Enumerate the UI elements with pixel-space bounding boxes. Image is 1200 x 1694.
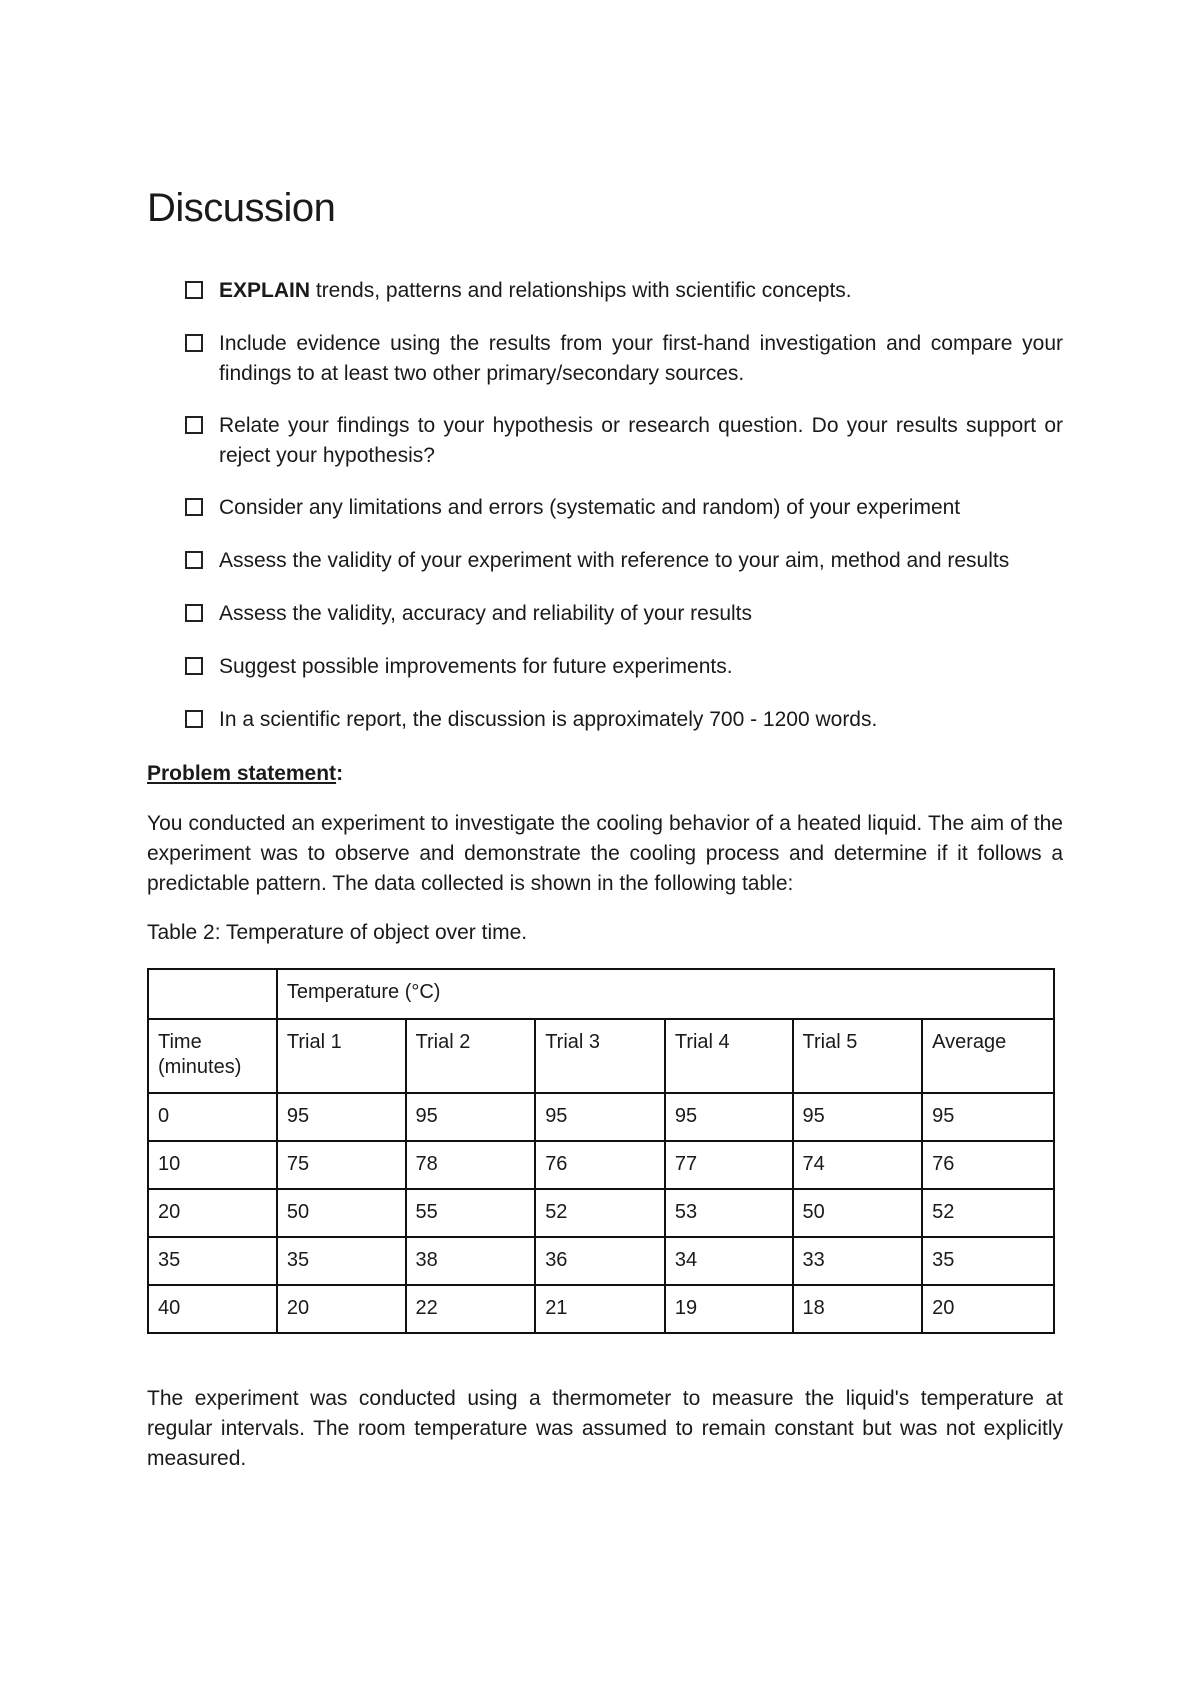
table-row bbox=[148, 1093, 1054, 1141]
table-cell: 22 bbox=[406, 1285, 536, 1333]
table-cell: 35 bbox=[922, 1237, 1054, 1285]
table-cell: 95 bbox=[535, 1093, 665, 1141]
table-row bbox=[148, 1285, 1054, 1333]
checklist-item bbox=[185, 276, 1063, 306]
table-row bbox=[148, 1237, 1054, 1285]
checkbox-icon[interactable] bbox=[185, 334, 203, 352]
discussion-checklist bbox=[185, 276, 1063, 758]
table-corner-cell bbox=[148, 969, 277, 1019]
table-cell: 95 bbox=[665, 1093, 793, 1141]
checkbox-icon[interactable] bbox=[185, 551, 203, 569]
checkbox-icon[interactable] bbox=[185, 657, 203, 675]
checklist-item-text: Assess the validity of your experiment with reference to your aim, method and results bbox=[219, 549, 1010, 572]
table-caption: Table 2: Temperature of object over time. bbox=[147, 921, 528, 944]
temperature-group-header: Temperature (°C) bbox=[277, 969, 1054, 1019]
table-cell: 75 bbox=[277, 1141, 406, 1189]
table-cell: 36 bbox=[535, 1237, 665, 1285]
problem-statement-heading bbox=[147, 762, 343, 786]
table-cell: 0 bbox=[148, 1093, 277, 1141]
checklist-item bbox=[185, 652, 1063, 682]
checklist-item-bold: EXPLAIN bbox=[219, 279, 311, 302]
table-cell: 95 bbox=[277, 1093, 406, 1141]
table-cell: 33 bbox=[793, 1237, 923, 1285]
temperature-table bbox=[147, 968, 1055, 1334]
table-cell: 50 bbox=[793, 1189, 923, 1237]
table-cell: 20 bbox=[277, 1285, 406, 1333]
table-cell: 76 bbox=[922, 1141, 1054, 1189]
column-header-trial-4: Trial 4 bbox=[665, 1019, 793, 1093]
table-cell: 53 bbox=[665, 1189, 793, 1237]
table-cell: 76 bbox=[535, 1141, 665, 1189]
column-header-trial-5: Trial 5 bbox=[793, 1019, 923, 1093]
checklist-item bbox=[185, 599, 1063, 629]
table-cell: 52 bbox=[535, 1189, 665, 1237]
section-heading: Discussion bbox=[147, 186, 336, 230]
checklist-item-text: Include evidence using the results from your first-hand investigation and compare your findings to at least two other primary/secondary sources. bbox=[219, 332, 1063, 385]
checklist-item-text: Relate your findings to your hypothesis or research question. Do your results support or reject your hypothesis? bbox=[219, 414, 1063, 467]
table-cell: 95 bbox=[793, 1093, 923, 1141]
table-column-header-row bbox=[148, 1019, 1054, 1093]
checklist-item-text: In a scientific report, the discussion is approximately 700 - 1200 words. bbox=[219, 708, 878, 731]
closing-paragraph: The experiment was conducted using a thermometer to measure the liquid's temperature at regular intervals. The room temperature was assumed to remain constant but was not explicitly measured. bbox=[147, 1387, 1063, 1470]
table-cell: 35 bbox=[148, 1237, 277, 1285]
checkbox-icon[interactable] bbox=[185, 710, 203, 728]
column-header-trial-2: Trial 2 bbox=[406, 1019, 536, 1093]
table-cell: 95 bbox=[922, 1093, 1054, 1141]
checklist-item bbox=[185, 411, 1063, 471]
column-header-time: Time (minutes) bbox=[148, 1019, 277, 1093]
checkbox-icon[interactable] bbox=[185, 281, 203, 299]
table-cell: 20 bbox=[148, 1189, 277, 1237]
checklist-item-text: Consider any limitations and errors (systematic and random) of your experiment bbox=[219, 496, 961, 519]
checklist-item bbox=[185, 705, 1063, 735]
checkbox-icon[interactable] bbox=[185, 416, 203, 434]
checklist-item-text: trends, patterns and relationships with scientific concepts. bbox=[310, 279, 852, 302]
table-cell: 78 bbox=[406, 1141, 536, 1189]
table-cell: 35 bbox=[277, 1237, 406, 1285]
table-cell: 10 bbox=[148, 1141, 277, 1189]
checklist-item-text: Suggest possible improvements for future experiments. bbox=[219, 655, 733, 678]
column-header-average: Average bbox=[922, 1019, 1054, 1093]
table-row bbox=[148, 1189, 1054, 1237]
column-header-trial-3: Trial 3 bbox=[535, 1019, 665, 1093]
table-cell: 21 bbox=[535, 1285, 665, 1333]
checklist-item bbox=[185, 329, 1063, 389]
table-row bbox=[148, 1141, 1054, 1189]
table-cell: 74 bbox=[793, 1141, 923, 1189]
table-cell: 95 bbox=[406, 1093, 536, 1141]
table-cell: 52 bbox=[922, 1189, 1054, 1237]
table-cell: 18 bbox=[793, 1285, 923, 1333]
table-cell: 77 bbox=[665, 1141, 793, 1189]
checklist-item bbox=[185, 546, 1063, 576]
checkbox-icon[interactable] bbox=[185, 498, 203, 516]
column-header-trial-1: Trial 1 bbox=[277, 1019, 406, 1093]
problem-statement-paragraph: You conducted an experiment to investigate the cooling behavior of a heated liquid. The aim of the experiment was to observe and demonstrate the cooling process and determine if it follows a predictable pattern. The data collected is shown in the following table: bbox=[147, 812, 1063, 895]
table-group-header-row bbox=[148, 969, 1054, 1019]
table-cell: 19 bbox=[665, 1285, 793, 1333]
table-cell: 38 bbox=[406, 1237, 536, 1285]
checklist-item-text: Assess the validity, accuracy and reliability of your results bbox=[219, 602, 752, 625]
table-cell: 40 bbox=[148, 1285, 277, 1333]
checkbox-icon[interactable] bbox=[185, 604, 203, 622]
checklist-item bbox=[185, 493, 1063, 523]
table-cell: 55 bbox=[406, 1189, 536, 1237]
problem-statement-colon: : bbox=[336, 762, 344, 785]
table-cell: 50 bbox=[277, 1189, 406, 1237]
problem-statement-title: Problem statement bbox=[147, 762, 337, 785]
table-cell: 20 bbox=[922, 1285, 1054, 1333]
table-cell: 34 bbox=[665, 1237, 793, 1285]
